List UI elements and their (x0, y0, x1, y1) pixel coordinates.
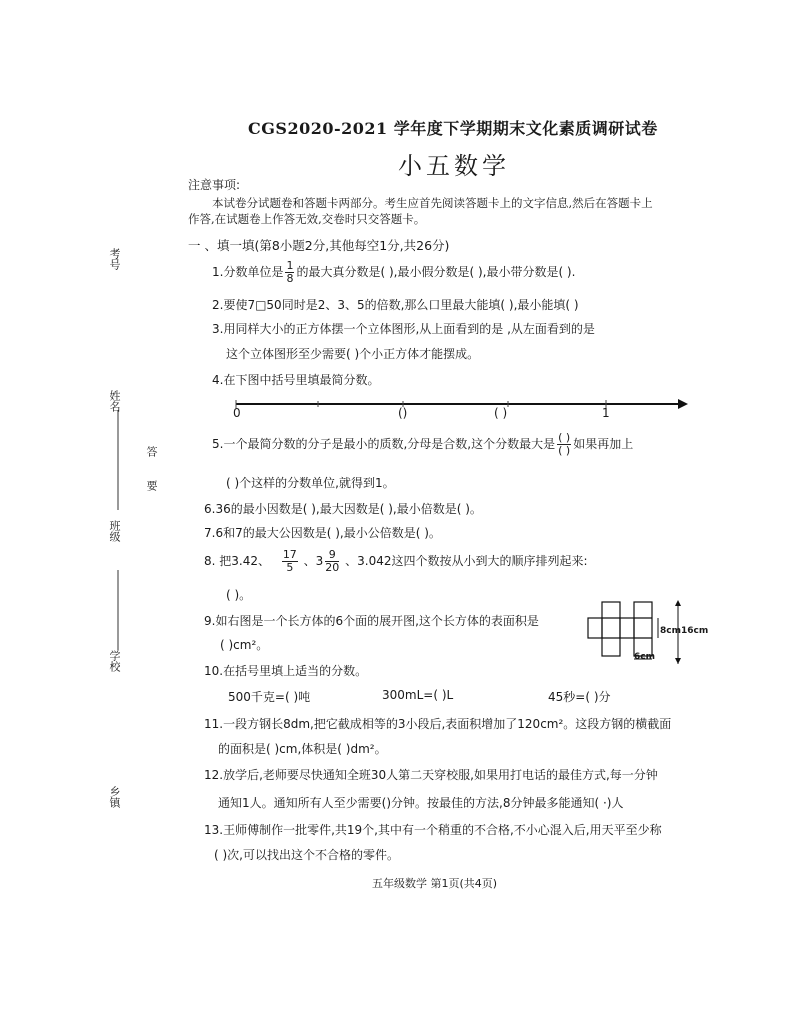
number-line-label-1: 1 (602, 406, 610, 420)
question-10-c: 45秒=( )分 (548, 690, 611, 704)
page-footer: 五年级数学 第1页(共4页) (372, 877, 498, 890)
side-label-no: 要 (145, 480, 158, 491)
question-8-line-2: ( )。 (226, 588, 252, 602)
question-10: 10.在括号里填上适当的分数。 (204, 664, 368, 678)
question-12-line-2: 通知1人。通知所有人至少需要()分钟。按最佳的方法,8分钟最多能通知( ·)人 (218, 796, 624, 810)
question-11-line-2: 的面积是( )cm,体积是( )dm²。 (218, 742, 387, 756)
binding-lines (108, 300, 128, 1000)
question-4: 4.在下图中括号里填最简分数。 (212, 373, 380, 387)
question-8-line-1: 8. 把3.42、 $\frac{17}{5}$ 、3 $\frac{9}{20}$ 、3.042这四个数按从小到大的顺序排列起来: (204, 548, 588, 574)
fraction: $\frac{9}{20}$ (325, 548, 340, 574)
number-line-blank-1: () (398, 406, 408, 420)
fraction: $\frac{17}{5}$ (282, 548, 297, 574)
question-12-line-1: 12.放学后,老师要尽快通知全班30人第二天穿校服,如果用打电话的最佳方式,每一分钟 (204, 768, 658, 782)
question-7: 7.6和7的最大公因数是( ),最小公倍数是( )。 (204, 526, 441, 540)
fraction: $\frac{1}{8}$ (286, 259, 294, 285)
diagram-label-total: 16cm (681, 626, 709, 636)
number-line-blank-2: ( ) (494, 406, 508, 420)
side-label-answer: 答 (145, 446, 158, 457)
question-1: 1.分数单位是 $\frac{1}{8}$ 的最大真分数是( ),最小假分数是( ),最小带分数是( ). (212, 259, 576, 285)
question-10-b: 300mL=( )L (382, 688, 454, 702)
question-13-line-1: 13.王师傅制作一批零件,共19个,其中有一个稍重的不合格,不小心混入后,用天平至少称 (204, 823, 662, 837)
number-line (228, 394, 688, 414)
exam-subtitle: 小五数学 (398, 152, 510, 180)
notice-line-1: 本试卷分试题卷和答题卡两部分。考生应首先阅读答题卡上的文字信息,然后在答题卡上 (212, 196, 653, 210)
question-5-line-2: ( )个这样的分数单位,就得到1。 (226, 476, 395, 490)
question-3-line-1: 3.用同样大小的正方体摆一个立体图形,从上面看到的是 ,从左面看到的是 (212, 322, 595, 336)
side-label-school: 学校 (108, 650, 121, 672)
question-9-line-2: ( )cm²。 (220, 638, 269, 652)
diagram-label-width: 6cm (634, 652, 655, 662)
notice-heading: 注意事项: (188, 178, 241, 192)
side-label-class: 班级 (108, 520, 121, 542)
question-2: 2.要使7□50同时是2、3、5的倍数,那么口里最大能填( ),最小能填( ) (212, 298, 579, 312)
diagram-label-height: 8cm (660, 626, 681, 636)
question-6: 6.36的最小因数是( ),最大因数是( ),最小倍数是( )。 (204, 502, 482, 516)
side-label-exam-no: 考号 (108, 248, 121, 270)
side-label-name: 姓名 (108, 390, 121, 412)
notice-line-2: 作答,在试题卷上作答无效,交卷时只交答题卡。 (188, 212, 426, 226)
side-label-town: 乡镇 (108, 786, 121, 808)
question-11-line-1: 11.一段方钢长8dm,把它截成相等的3小段后,表面积增加了120cm²。这段方钢的横截面 (204, 717, 672, 731)
question-10-a: 500千克=( )吨 (228, 690, 311, 704)
question-5-line-1: 5.一个最简分数的分子是最小的质数,分母是合数,这个分数最大是 ( ) ( ) 如果再加上 (212, 431, 634, 457)
number-line-label-0: 0 (233, 406, 241, 420)
question-13-line-2: ( )次,可以找出这个不合格的零件。 (214, 848, 399, 862)
question-9-line-1: 9.如右图是一个长方体的6个面的展开图,这个长方体的表面积是 (204, 614, 539, 628)
section-1-heading: 一 、填一填(第8小题2分,其他每空1分,共26分) (188, 238, 450, 253)
question-3-line-2: 这个立体图形至少需要( )个小正方体才能摆成。 (226, 347, 480, 361)
fraction: ( ) ( ) (558, 431, 571, 457)
exam-title: CGS2020-2021 学年度下学期期末文化素质调研试卷 (248, 119, 658, 138)
